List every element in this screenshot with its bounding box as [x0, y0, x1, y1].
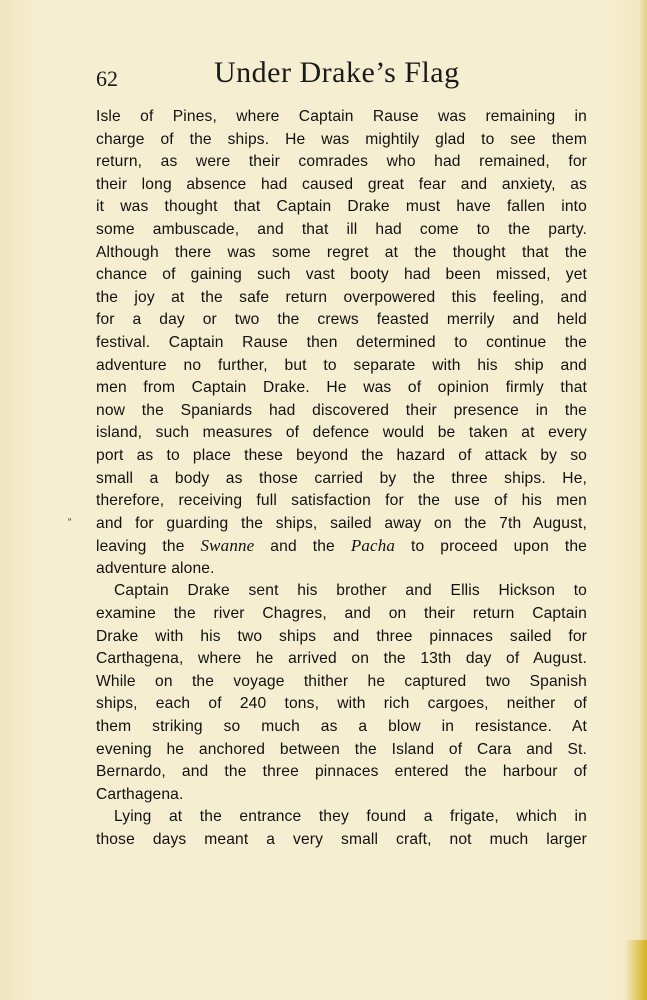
- text-line: for a day or two the crews feasted merrily and held: [96, 311, 587, 329]
- page-corner-stain: [625, 940, 647, 1000]
- text-line: men from Captain Drake. He was of opinion firmly that: [96, 379, 587, 397]
- page-header: [96, 56, 588, 98]
- text-line: Although there was some regret at the thought that the: [96, 243, 587, 261]
- text-line: examine the river Chagres, and on their return Captain: [96, 605, 587, 623]
- running-title: Under Drake’s Flag: [214, 56, 460, 89]
- text-line: their long absence had caused great fear and anxiety, as: [96, 175, 587, 193]
- text-line: evening he anchored between the Island of Cara and St.: [96, 740, 587, 758]
- margin-mark: “: [68, 517, 72, 528]
- text-line: Drake with his two ships and three pinnaces sailed for: [96, 627, 587, 645]
- text-fragment: to proceed upon the: [410, 538, 588, 556]
- paragraph-first-line: Lying at the entrance they found a frigate, which in: [114, 808, 587, 826]
- text-line-with-ship-names: [96, 535, 587, 558]
- ship-name-pacha: Pacha: [350, 536, 396, 556]
- text-line: those days meant a very small craft, not much larger: [96, 831, 587, 848]
- text-line: Carthagena, where he arrived on the 13th day of August.: [96, 650, 587, 668]
- text-line: and for guarding the ships, sailed away on the 7th August,: [96, 514, 587, 532]
- text-line: it was thought that Captain Drake must have fallen into: [96, 198, 587, 216]
- text-line: adventure alone.: [96, 559, 215, 577]
- text-line: While on the voyage thither he captured two Spanish: [96, 672, 587, 690]
- text-line: return, as were their comrades who had remained, for: [96, 153, 587, 171]
- text-line: therefore, receiving full satisfaction for the use of his men: [96, 492, 587, 510]
- text-line: now the Spaniards had discovered their presence in the: [96, 401, 587, 419]
- text-line: adventure no further, but to separate with his ship and: [96, 356, 587, 374]
- text-line: Bernardo, and the three pinnaces entered the harbour of: [96, 763, 587, 781]
- text-fragment: leaving the: [96, 538, 185, 556]
- text-line: festival. Captain Rause then determined to continue the: [96, 333, 587, 351]
- page-number: 62: [96, 66, 118, 91]
- text-line: charge of the ships. He was mightily glad to see them: [96, 130, 587, 148]
- paragraph-first-line: Captain Drake sent his brother and Ellis Hickson to: [114, 582, 587, 600]
- text-line: Isle of Pines, where Captain Rause was remaining in: [96, 108, 587, 125]
- text-line: the joy at the safe return overpowered this feeling, and: [96, 288, 587, 306]
- text-line: them striking so much as a blow in resistance. At: [96, 718, 587, 736]
- text-line: small a body as those carried by the three ships. He,: [96, 469, 587, 487]
- text-fragment: and the: [270, 538, 335, 556]
- text-line: ships, each of 240 tons, with rich cargoes, neither of: [96, 695, 587, 713]
- body-text: [96, 106, 587, 852]
- ship-name-swanne: Swanne: [200, 536, 255, 556]
- text-line: some ambuscade, and that ill had come to the party.: [96, 220, 587, 238]
- text-line: island, such measures of defence would be taken at every: [96, 424, 587, 442]
- text-line: port as to place these beyond the hazard of attack by so: [96, 446, 587, 464]
- page-edge-shadow: [639, 0, 647, 1000]
- text-line: Carthagena.: [96, 785, 184, 803]
- text-line: chance of gaining such vast booty had been missed, yet: [96, 266, 587, 284]
